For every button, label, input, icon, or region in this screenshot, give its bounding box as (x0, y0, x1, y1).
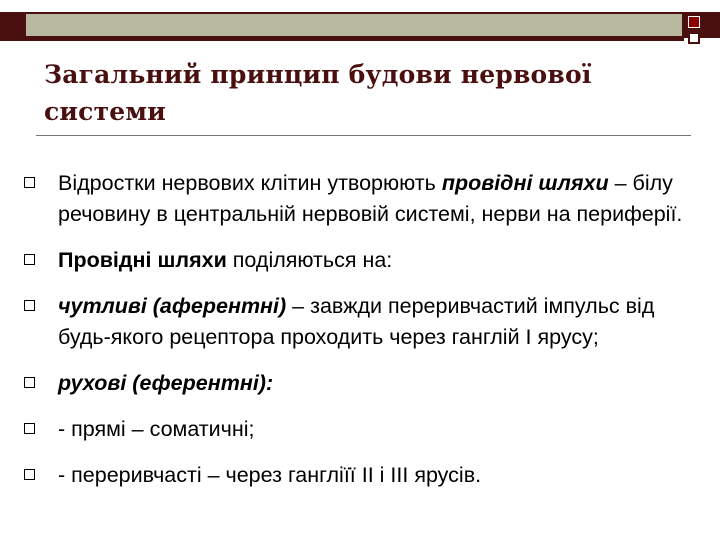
list-item (20, 291, 700, 353)
bullet-text-emphasis: провідні шляхи (441, 171, 609, 195)
list-item (20, 245, 700, 276)
square-bullet-icon (24, 300, 35, 311)
square-bullet-icon (24, 469, 35, 480)
bullet-text-plain: – білу речовину в центральній нервовій системі, нерви на периферії. (58, 171, 683, 226)
square-bullet-icon (24, 254, 35, 265)
bullet-list (20, 168, 700, 506)
bullet-text-plain: – завжди переривчастий імпульс від будь-якого рецептора проходить через ганглій І ярусу; (58, 294, 655, 349)
header-underline (0, 38, 684, 41)
slide-title-line-2: системи (44, 97, 167, 126)
square-bullet-icon (24, 377, 35, 388)
header-decoration (0, 4, 720, 34)
list-item (20, 460, 700, 491)
bullet-text-plain: Відростки нервових клітин утворюють (58, 171, 442, 195)
slide-title-line-1: Загальний принцип будови нервової (44, 60, 592, 89)
header-bar-olive (24, 12, 684, 38)
list-item (20, 168, 700, 230)
bullet-text-emphasis: чутливі (аферентні) (58, 294, 287, 318)
square-bullet-icon (24, 177, 35, 188)
bullet-text-plain: - переривчасті – через гангліїї ІІ і ІІІ ярусів. (58, 463, 482, 487)
list-item (20, 368, 700, 399)
bullet-text-plain: - прямі – соматичні; (58, 417, 255, 441)
bullet-text-plain: поділяються на: (226, 248, 393, 272)
bullet-text-emphasis: рухові (еферентні): (58, 371, 274, 395)
square-bullet-icon (24, 423, 35, 434)
title-divider (36, 135, 691, 136)
header-bar-left-block (0, 12, 24, 38)
list-item (20, 414, 700, 445)
bullet-text-emphasis: Провідні шляхи (58, 248, 227, 272)
slide-title (44, 56, 684, 130)
header-red-square (688, 16, 700, 28)
header-outline-square (688, 32, 700, 44)
